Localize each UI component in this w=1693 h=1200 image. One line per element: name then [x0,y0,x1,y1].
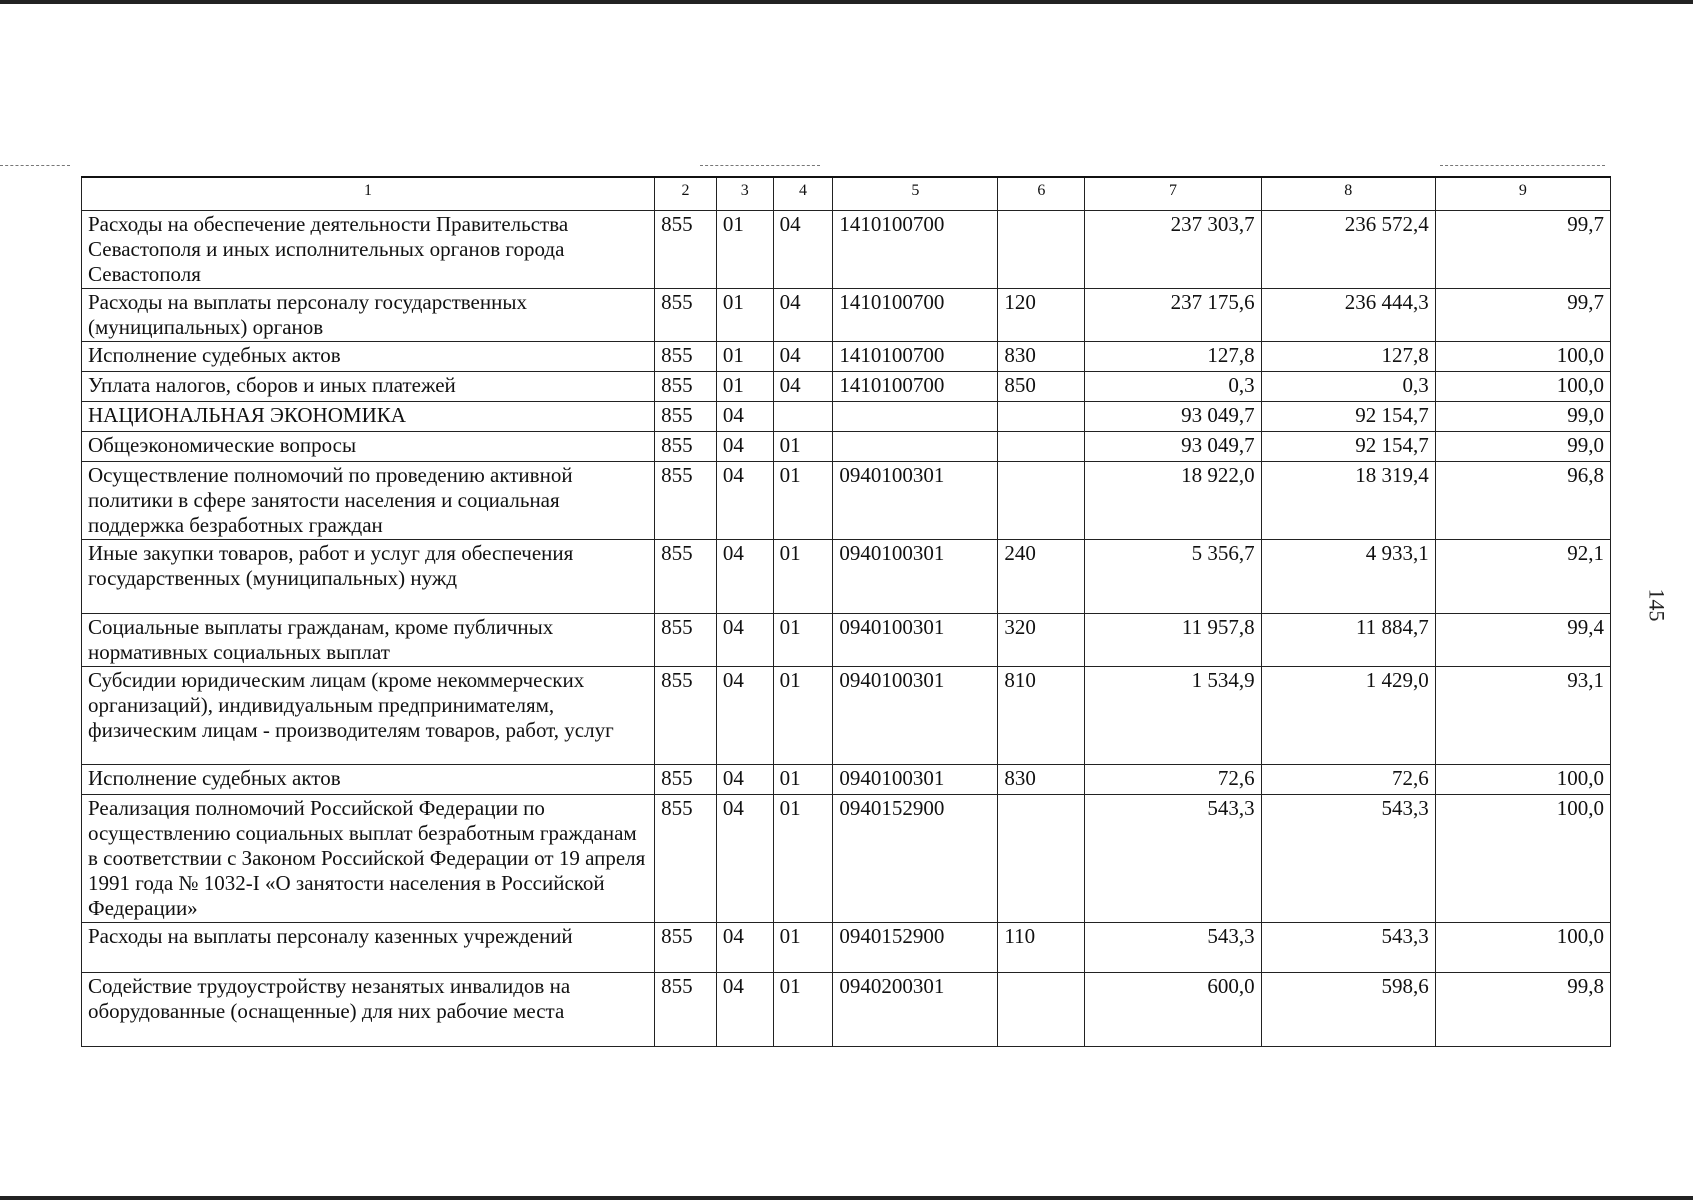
cell-subsection: 04 [773,289,833,342]
cell-approved-amount: 543,3 [1085,923,1261,973]
cell-section: 04 [716,973,773,1047]
cell-section: 01 [716,372,773,402]
table-row [82,765,1611,795]
cell-execution-percent: 96,8 [1435,462,1610,540]
cell-subsection: 04 [773,372,833,402]
cell-chapter: 855 [655,795,717,923]
cell-executed-amount: 92 154,7 [1261,402,1435,432]
cell-chapter: 855 [655,765,717,795]
cell-executed-amount: 4 933,1 [1261,540,1435,614]
cell-section: 01 [716,342,773,372]
cell-subsection: 01 [773,462,833,540]
row-name: Осуществление полномочий по проведению активной политики в сфере занятости населения и социальная поддержка безработных граждан [82,462,655,540]
table-row [82,372,1611,402]
cell-approved-amount: 11 957,8 [1085,614,1261,667]
cell-target-article: 0940100301 [833,540,998,614]
column-header: 6 [998,177,1085,211]
row-name: Содействие трудоустройству незанятых инвалидов на оборудованные (оснащенные) для них рабочие места [82,973,655,1047]
cell-subsection: 04 [773,342,833,372]
cell-subsection: 01 [773,973,833,1047]
cell-chapter: 855 [655,614,717,667]
cell-executed-amount: 18 319,4 [1261,462,1435,540]
table-row [82,795,1611,923]
table-row [82,432,1611,462]
cell-approved-amount: 127,8 [1085,342,1261,372]
table-row [82,289,1611,342]
cell-execution-percent: 99,0 [1435,432,1610,462]
cell-approved-amount: 0,3 [1085,372,1261,402]
cell-execution-percent: 93,1 [1435,667,1610,765]
row-name: Исполнение судебных актов [82,342,655,372]
cell-execution-percent: 99,4 [1435,614,1610,667]
scan-artifact-dash [700,165,820,167]
table-row [82,614,1611,667]
cell-target-article: 0940100301 [833,765,998,795]
cell-execution-percent: 99,0 [1435,402,1610,432]
column-header: 3 [716,177,773,211]
cell-section: 04 [716,432,773,462]
cell-approved-amount: 72,6 [1085,765,1261,795]
cell-expense-type: 110 [998,923,1085,973]
cell-section: 04 [716,765,773,795]
column-header: 1 [82,177,655,211]
cell-target-article: 1410100700 [833,289,998,342]
cell-target-article: 1410100700 [833,211,998,289]
column-number-row [82,177,1611,211]
row-name: Общеэкономические вопросы [82,432,655,462]
row-name: Иные закупки товаров, работ и услуг для обеспечения государственных (муниципальных) нужд [82,540,655,614]
cell-expense-type: 320 [998,614,1085,667]
cell-subsection [773,402,833,432]
table-row [82,667,1611,765]
cell-executed-amount: 127,8 [1261,342,1435,372]
cell-expense-type [998,432,1085,462]
column-header: 4 [773,177,833,211]
cell-execution-percent: 99,7 [1435,211,1610,289]
scan-edge-top [0,0,1693,4]
cell-approved-amount: 5 356,7 [1085,540,1261,614]
table-row [82,973,1611,1047]
cell-expense-type [998,402,1085,432]
cell-expense-type: 830 [998,765,1085,795]
cell-section: 04 [716,923,773,973]
cell-executed-amount: 1 429,0 [1261,667,1435,765]
cell-section: 04 [716,402,773,432]
cell-target-article: 0940152900 [833,923,998,973]
cell-subsection: 01 [773,765,833,795]
cell-subsection: 04 [773,211,833,289]
row-name: Расходы на выплаты персоналу государственных (муниципальных) органов [82,289,655,342]
row-name: Реализация полномочий Российской Федерации по осуществлению социальных выплат безработным гражданам в соответствии с Законом Российской Федерации от 19 апреля 1991 года № 1032-I «О занятости населения в Российской Федерации» [82,795,655,923]
cell-approved-amount: 18 922,0 [1085,462,1261,540]
cell-target-article: 0940200301 [833,973,998,1047]
cell-target-article: 1410100700 [833,372,998,402]
cell-expense-type: 810 [998,667,1085,765]
cell-target-article: 0940100301 [833,667,998,765]
row-name: НАЦИОНАЛЬНАЯ ЭКОНОМИКА [82,402,655,432]
cell-section: 01 [716,211,773,289]
column-header: 9 [1435,177,1610,211]
cell-target-article: 1410100700 [833,342,998,372]
budget-execution-table [81,176,1611,1047]
cell-target-article [833,432,998,462]
cell-expense-type [998,973,1085,1047]
cell-expense-type [998,211,1085,289]
cell-section: 04 [716,795,773,923]
cell-executed-amount: 598,6 [1261,973,1435,1047]
cell-approved-amount: 600,0 [1085,973,1261,1047]
cell-section: 04 [716,462,773,540]
row-name: Уплата налогов, сборов и иных платежей [82,372,655,402]
scan-artifact-dash [0,165,70,167]
cell-execution-percent: 100,0 [1435,923,1610,973]
cell-executed-amount: 236 444,3 [1261,289,1435,342]
table-row [82,923,1611,973]
column-header: 5 [833,177,998,211]
cell-chapter: 855 [655,667,717,765]
cell-chapter: 855 [655,289,717,342]
scan-artifact-dash [1440,165,1605,167]
cell-target-article: 0940152900 [833,795,998,923]
cell-chapter: 855 [655,342,717,372]
scan-edge-bottom [0,1196,1693,1200]
row-name: Расходы на обеспечение деятельности Правительства Севастополя и иных исполнительных органов города Севастополя [82,211,655,289]
cell-target-article [833,402,998,432]
column-header: 2 [655,177,717,211]
cell-executed-amount: 72,6 [1261,765,1435,795]
cell-subsection: 01 [773,923,833,973]
cell-execution-percent: 100,0 [1435,795,1610,923]
cell-expense-type: 850 [998,372,1085,402]
cell-target-article: 0940100301 [833,462,998,540]
cell-subsection: 01 [773,667,833,765]
cell-expense-type: 120 [998,289,1085,342]
column-header: 8 [1261,177,1435,211]
cell-chapter: 855 [655,462,717,540]
row-name: Расходы на выплаты персоналу казенных учреждений [82,923,655,973]
cell-subsection: 01 [773,432,833,462]
cell-subsection: 01 [773,614,833,667]
table-row [82,540,1611,614]
cell-chapter: 855 [655,211,717,289]
cell-section: 04 [716,540,773,614]
cell-executed-amount: 236 572,4 [1261,211,1435,289]
cell-execution-percent: 92,1 [1435,540,1610,614]
cell-executed-amount: 0,3 [1261,372,1435,402]
cell-approved-amount: 543,3 [1085,795,1261,923]
cell-section: 01 [716,289,773,342]
cell-approved-amount: 237 303,7 [1085,211,1261,289]
cell-approved-amount: 237 175,6 [1085,289,1261,342]
cell-chapter: 855 [655,973,717,1047]
row-name: Исполнение судебных актов [82,765,655,795]
cell-subsection: 01 [773,540,833,614]
table-row [82,462,1611,540]
cell-executed-amount: 543,3 [1261,923,1435,973]
row-name: Субсидии юридическим лицам (кроме некоммерческих организаций), индивидуальным предпринимателям, физическим лицам - производителям товаров, работ, услуг [82,667,655,765]
cell-approved-amount: 1 534,9 [1085,667,1261,765]
cell-chapter: 855 [655,372,717,402]
cell-execution-percent: 100,0 [1435,342,1610,372]
cell-expense-type: 830 [998,342,1085,372]
cell-chapter: 855 [655,540,717,614]
cell-chapter: 855 [655,923,717,973]
cell-execution-percent: 99,8 [1435,973,1610,1047]
cell-chapter: 855 [655,432,717,462]
cell-execution-percent: 99,7 [1435,289,1610,342]
cell-executed-amount: 11 884,7 [1261,614,1435,667]
table-body [82,211,1611,1047]
cell-subsection: 01 [773,795,833,923]
cell-section: 04 [716,614,773,667]
table-row [82,342,1611,372]
cell-expense-type: 240 [998,540,1085,614]
cell-executed-amount: 543,3 [1261,795,1435,923]
cell-chapter: 855 [655,402,717,432]
column-header: 7 [1085,177,1261,211]
table-row [82,402,1611,432]
table-row [82,211,1611,289]
cell-target-article: 0940100301 [833,614,998,667]
cell-expense-type [998,462,1085,540]
cell-expense-type [998,795,1085,923]
cell-section: 04 [716,667,773,765]
cell-approved-amount: 93 049,7 [1085,432,1261,462]
cell-execution-percent: 100,0 [1435,765,1610,795]
cell-execution-percent: 100,0 [1435,372,1610,402]
cell-approved-amount: 93 049,7 [1085,402,1261,432]
cell-executed-amount: 92 154,7 [1261,432,1435,462]
page-number: 145 [1644,588,1670,622]
row-name: Социальные выплаты гражданам, кроме публичных нормативных социальных выплат [82,614,655,667]
